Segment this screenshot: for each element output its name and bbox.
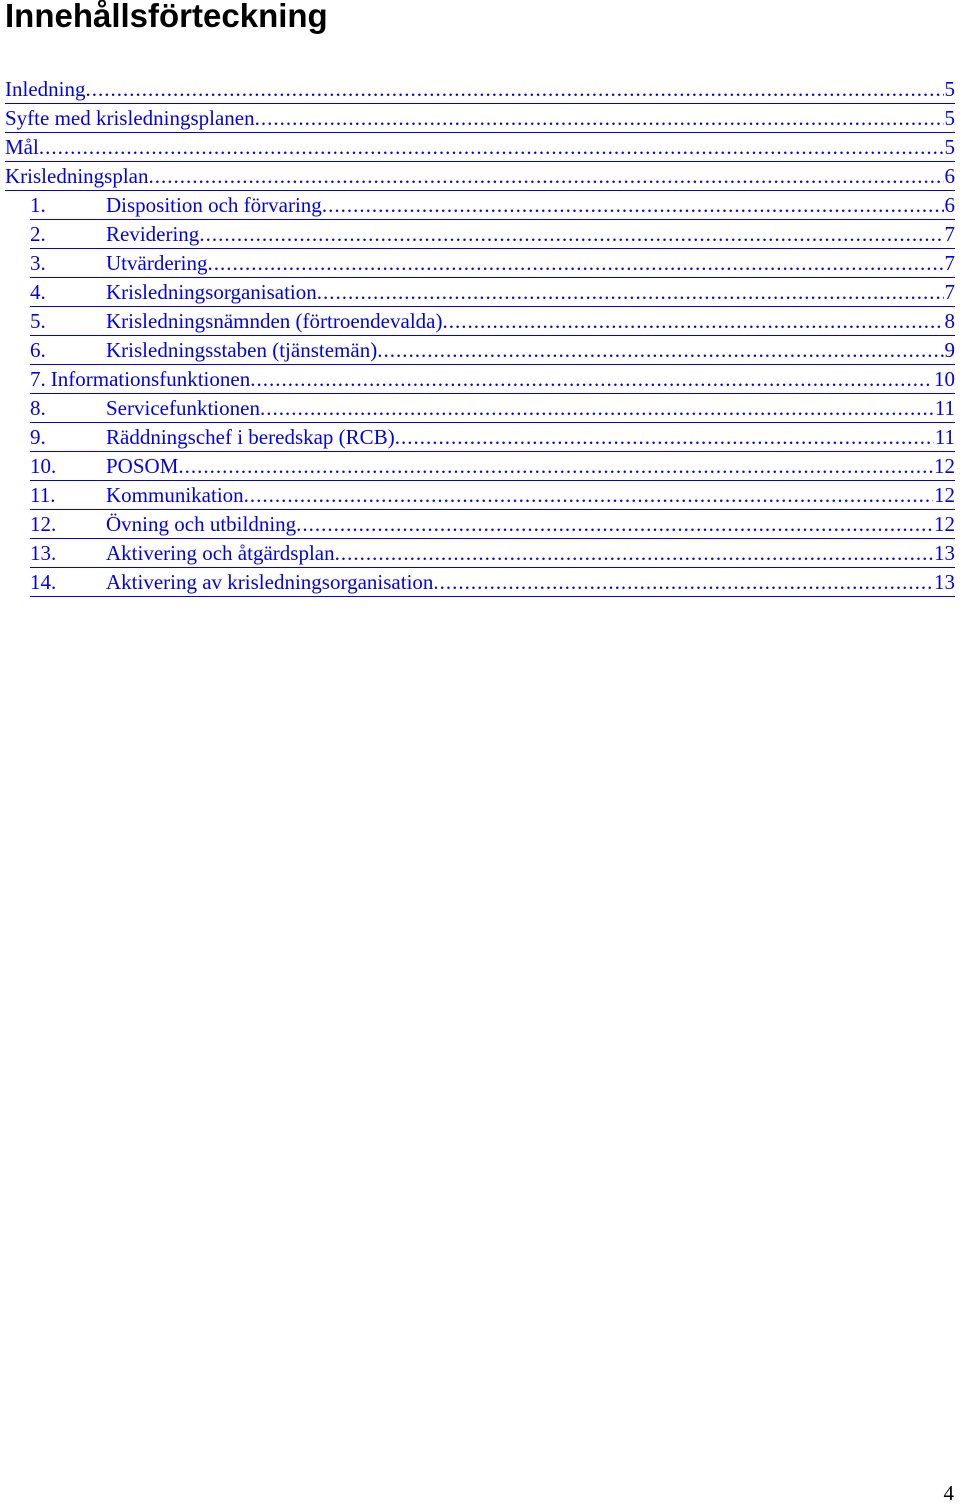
dot-leader (395, 423, 934, 452)
toc-entry-utvardering[interactable] (30, 249, 955, 278)
toc-entry-servicefunktionen[interactable] (30, 394, 955, 423)
dot-leader (296, 510, 933, 539)
dot-leader (250, 365, 933, 394)
toc-entry-krisledningsorganisation[interactable] (30, 278, 955, 307)
toc-entry-posom[interactable] (30, 452, 955, 481)
toc-entry-page: 12 (934, 454, 955, 478)
toc-entry-informationsfunktionen[interactable] (30, 365, 955, 394)
toc-entry-page: 12 (934, 512, 955, 536)
toc-entry-label: Disposition och förvaring (106, 193, 322, 217)
toc-entry-page: 13 (934, 541, 955, 565)
dot-leader (335, 539, 933, 568)
toc-entry-page: 10 (934, 367, 955, 391)
toc-entry-label: Syfte med krisledningsplanen (5, 106, 255, 130)
toc-entry-disposition[interactable] (30, 191, 955, 220)
toc-entry-number: 3. (30, 251, 46, 275)
toc-entry-page: 13 (934, 570, 955, 594)
dot-leader (433, 568, 933, 597)
page-number: 4 (943, 1481, 954, 1505)
dot-leader (442, 307, 943, 336)
toc-entry-number: 11. (30, 483, 56, 507)
toc-entry-page: 6 (944, 164, 955, 188)
toc-entry-syfte[interactable] (5, 104, 955, 133)
toc-entry-label: Övning och utbildning (106, 512, 297, 536)
toc-entry-page: 7 (944, 222, 955, 246)
toc-entry-number: 6. (30, 338, 46, 362)
toc-entry-aktivering-krisledning[interactable] (30, 568, 955, 597)
toc-entry-raddningschef[interactable] (30, 423, 955, 452)
dot-leader (322, 191, 944, 220)
dot-leader (178, 452, 933, 481)
toc-entry-label: Krisledningsplan (5, 164, 149, 188)
toc-entry-page: 5 (944, 106, 955, 130)
toc-entry-number: 12. (30, 512, 57, 536)
toc-entry-label: Revidering (106, 222, 200, 246)
toc-entry-ovning[interactable] (30, 510, 955, 539)
toc-entry-label: Servicefunktionen (106, 396, 260, 420)
toc-entry-page: 9 (944, 338, 955, 362)
toc-entry-page: 5 (944, 77, 955, 101)
toc-entry-label: Aktivering och åtgärdsplan (106, 541, 335, 565)
toc-entry-number: 2. (30, 222, 46, 246)
toc-entry-page: 11 (934, 425, 955, 449)
dot-leader (317, 278, 944, 307)
page-title: Innehållsförteckning (5, 0, 328, 34)
dot-leader (39, 133, 944, 162)
toc-entry-krisledningsnamnden[interactable] (30, 307, 955, 336)
dot-leader (255, 104, 944, 133)
toc-entry-number: 9. (30, 425, 46, 449)
toc-entry-page: 12 (934, 483, 955, 507)
toc-entry-inledning[interactable] (5, 75, 955, 104)
toc-entry-page: 5 (944, 135, 955, 159)
toc-entry-label: Krisledningsnämnden (förtroendevalda) (106, 309, 443, 333)
toc-entry-number: 8. (30, 396, 46, 420)
dot-leader (207, 249, 943, 278)
dot-leader (199, 220, 943, 249)
toc-entry-number: 10. (30, 454, 57, 478)
toc-entry-krisledningsstaben[interactable] (30, 336, 955, 365)
toc-entry-mal[interactable] (5, 133, 955, 162)
toc-entry-page: 7 (944, 280, 955, 304)
dot-leader (377, 336, 943, 365)
toc-entry-number: 1. (30, 193, 46, 217)
toc-entry-label: Krisledningsstaben (tjänstemän) (106, 338, 378, 362)
dot-leader (244, 481, 933, 510)
dot-leader (260, 394, 934, 423)
toc-entry-number: 5. (30, 309, 46, 333)
toc-entry-krisledningsplan[interactable] (5, 162, 955, 191)
toc-entry-label: Mål (5, 135, 39, 159)
toc-entry-page: 7 (944, 251, 955, 275)
dot-leader (148, 162, 943, 191)
toc-entry-revidering[interactable] (30, 220, 955, 249)
toc-entry-number: 7. (30, 367, 46, 391)
toc-entry-number: 4. (30, 280, 46, 304)
table-of-contents (5, 75, 955, 597)
toc-entry-label: Krisledningsorganisation (106, 280, 317, 304)
toc-entry-page: 11 (934, 396, 955, 420)
toc-entry-label: Utvärdering (106, 251, 208, 275)
toc-entry-label: Informationsfunktionen (50, 367, 251, 391)
toc-entry-aktivering-atgardsplan[interactable] (30, 539, 955, 568)
toc-entry-label: Inledning (5, 77, 86, 101)
toc-entry-number: 14. (30, 570, 57, 594)
toc-entry-label: Kommunikation (106, 483, 244, 507)
toc-entry-page: 8 (944, 309, 955, 333)
toc-entry-label: Aktivering av krisledningsorganisation (106, 570, 434, 594)
toc-entry-label: Räddningschef i beredskap (RCB) (106, 425, 395, 449)
toc-entry-number: 13. (30, 541, 57, 565)
toc-entry-label: POSOM (106, 454, 179, 478)
toc-entry-page: 6 (944, 193, 955, 217)
dot-leader (85, 75, 943, 104)
toc-entry-kommunikation[interactable] (30, 481, 955, 510)
